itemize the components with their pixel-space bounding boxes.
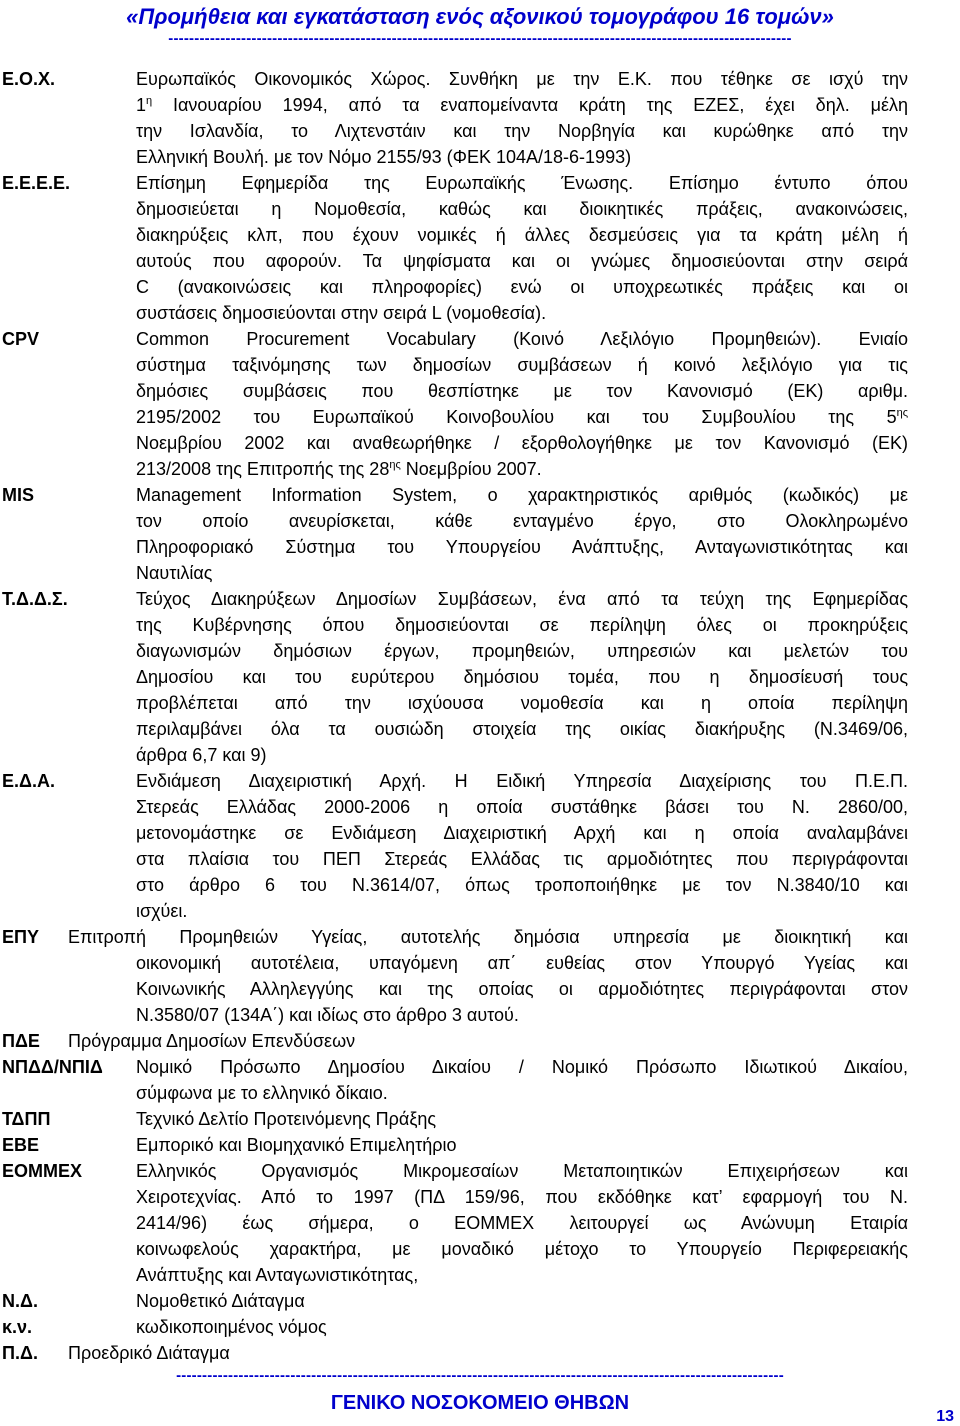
glossary-abbreviation: MIS <box>2 485 35 505</box>
definition-line: αυτούς που αφορούν. Τα ψηφίσματα και οι γνώμες δημοσιεύονται στην σειρά <box>136 251 908 271</box>
definition-line: Ελληνική Βουλή. με τον Νόμο 2155/93 (ΦΕΚ 104Α/18-6-1993) <box>136 147 632 167</box>
glossary-entry <box>0 66 960 170</box>
definition-line: Δημοσίου και του ευρύτερου δημόσιου τομέα, που η δημοσίευσή τους <box>136 667 908 687</box>
glossary-definition <box>136 66 908 170</box>
footer-divider: --------------------------------------------------------------------------------------------------------------------- <box>176 1367 784 1384</box>
definition-line: Στερεάς Ελλάδας 2000-2006 η οποία συστάθηκε βάσει του Ν. 2860/00, <box>136 797 908 817</box>
definition-line: διακηρύξεις κλπ, που έχουν νομικές ή άλλες δεσμεύσεις για τα κράτη μέλη ή <box>136 225 908 245</box>
definition-line: μετονομάστηκε σε Ενδιάμεση Διαχειριστική Αρχή και η οποία αναλαμβάνει <box>136 823 908 843</box>
glossary-definition <box>136 1106 908 1132</box>
glossary-definition <box>136 1288 908 1314</box>
definition-line: Ενδιάμεση Διαχειριστική Αρχή. Η Ειδική Υπηρεσία Διαχείρισης του Π.Ε.Π. <box>136 771 908 791</box>
definition-line: 2195/2002 του Ευρωπαϊκού Κοινοβουλίου και του Συμβουλίου της $5^{\eta\varsigma}$ <box>136 407 908 427</box>
glossary-entry <box>0 482 960 586</box>
glossary-abbreviation: ΕΒΕ <box>2 1135 40 1155</box>
definition-line: κωδικοποιημένος νόμος <box>136 1317 327 1337</box>
definition-line: $1^\eta$ Ιανουαρίου 1994, από τα εναπομείναντα κράτη της ΕΖΕΣ, έχει δηλ. μέλη <box>136 95 908 115</box>
definition-line: 2414/96) έως σήμερα, ο ΕΟΜΜΕΧ λειτουργεί ως Ανώνυμη Εταιρία <box>136 1213 908 1233</box>
glossary-entry <box>0 170 960 326</box>
definition-line: Τεύχος Διακηρύξεων Δημοσίων Συμβάσεων, ένα από τα τεύχη της Εφημερίδας <box>136 589 908 609</box>
glossary-abbreviation: ΤΔΠΠ <box>2 1109 51 1129</box>
definition-line: άρθρα 6,7 και 9) <box>136 745 267 765</box>
definition-line: Ευρωπαϊκός Οικονομικός Χώρος. Συνθήκη με την Ε.Κ. που τέθηκε σε ισχύ την <box>136 69 908 89</box>
footer-hospital-name: ΓΕΝΙΚΟ ΝΟΣΟΚΟΜΕΙΟ ΘΗΒΩΝ <box>330 1392 630 1414</box>
glossary-abbreviation: ΕΟΜΜΕΧ <box>2 1161 83 1181</box>
glossary-definition <box>136 1080 908 1106</box>
definition-line: την Ισλανδία, το Λιχτενστάιν και την Νορβηγία και κυρώθηκε από την <box>136 121 908 141</box>
glossary-abbreviation: Ν.Δ. <box>2 1291 38 1311</box>
glossary-definition <box>136 950 908 1028</box>
glossary-entry <box>0 1314 960 1340</box>
glossary-entry <box>0 924 960 1028</box>
definition-line: προβλέπεται από την ισχύουσα νομοθεσία και η οποία περίληψη <box>136 693 908 713</box>
definition-line: Χειροτεχνίας. Από το 1997 (ΠΔ 159/96, που εκδόθηκε κατ’ εφαρμογή του Ν. <box>136 1187 908 1207</box>
definition-line: οικονομική αυτοτέλεια, υπαγόμενη απ΄ ευθείας στον Υπουργό Υγείας και <box>136 953 908 973</box>
header-divider: ------------------------------------------------------------------------------------------------------------------------ <box>168 30 792 47</box>
definition-line: συστάσεις δημοσιεύονται στην σειρά L (νομοθεσία). <box>136 303 547 323</box>
glossary-definition <box>136 1314 908 1340</box>
definition-line: διαγωνισμών δημόσιων έργων, προμηθειών, υπηρεσιών και μελετών του <box>136 641 908 661</box>
definition-line: Management Information System, ο χαρακτηριστικός αριθμός (κωδικός) με <box>136 485 908 505</box>
definition-line: 213/2008 της Επιτροπής της $28^{\eta\varsigma}$ Νοεμβρίου 2007. <box>136 459 542 479</box>
glossary-abbreviation: CPV <box>2 329 40 349</box>
definition-line: Εμπορικό και Βιομηχανικό Επιμελητήριο <box>136 1135 457 1155</box>
definition-first-line: Επιτροπή Προμηθειών Υγείας, αυτοτελής δημόσια υπηρεσία με διοικητική και <box>68 927 908 947</box>
glossary-definition <box>136 768 908 924</box>
definition-line: δημόσιες συμβάσεις που θεσπίστηκε με τον Κανονισμό (ΕΚ) αριθμ. <box>136 381 908 401</box>
glossary-abbreviation: Ε.Ο.Χ. <box>2 69 56 89</box>
definition-line: δημοσιεύεται η Νομοθεσία, καθώς και διοικητικές πράξεις, ανακοινώσεις, <box>136 199 908 219</box>
glossary-definition <box>136 1158 908 1288</box>
glossary-abbreviation: Π.Δ. <box>2 1343 38 1363</box>
definition-first-line: Νομικό Πρόσωπο Δημοσίου Δικαίου / Νομικό Πρόσωπο Ιδιωτικού Δικαίου, <box>136 1057 908 1077</box>
definition-first-line: Προεδρικό Διάταγμα <box>68 1343 230 1363</box>
glossary-entry <box>0 1288 960 1314</box>
definition-line: Common Procurement Vocabulary (Κοινό Λεξιλόγιο Προμηθειών). Ενιαίο <box>136 329 908 349</box>
glossary-abbreviation: Τ.Δ.Δ.Σ. <box>2 589 68 609</box>
definition-line: στο άρθρο 6 του Ν.3614/07, όπως τροποποιήθηκε με τον Ν.3840/10 και <box>136 875 908 895</box>
definition-line: της Κυβέρνησης όπου δημοσιεύονται σε περίληψη όλες οι προκηρύξεις <box>136 615 908 635</box>
definition-line: Ανάπτυξης και Ανταγωνιστικότητας, <box>136 1265 419 1285</box>
glossary-entry <box>0 1106 960 1132</box>
glossary-entry <box>0 1158 960 1288</box>
glossary-entry <box>0 1340 960 1366</box>
glossary-entry <box>0 768 960 924</box>
definition-line: κοινωφελούς χαρακτήρα, με μοναδικό μέτοχο το Υπουργείο Περιφερειακής <box>136 1239 908 1259</box>
glossary-definition <box>136 586 908 768</box>
abbreviations-list <box>0 66 960 1366</box>
definition-line: ισχύει. <box>136 901 188 921</box>
glossary-entry <box>0 586 960 768</box>
definition-line: τον οποίο ανευρίσκεται, κάθε ενταγμένο έργο, στο Ολοκληρωμένο <box>136 511 908 531</box>
glossary-definition <box>136 1132 908 1158</box>
definition-line: στα πλαίσια του ΠΕΠ Στερεάς Ελλάδας τις αρμοδιότητες που περιγράφονται <box>136 849 908 869</box>
page-number: 13 <box>936 1408 954 1425</box>
definition-line: Πληροφοριακό Σύστημα του Υπουργείου Ανάπτυξης, Ανταγωνιστικότητας και <box>136 537 908 557</box>
definition-line: Κοινωνικής Αλληλεγγύης και της οποίας οι αρμοδιότητες περιγράφονται στον <box>136 979 908 999</box>
definition-line: Επίσημη Εφημερίδα της Ευρωπαϊκής Ένωσης. Επίσημο έντυπο όπου <box>136 173 908 193</box>
definition-line: Ν.3580/07 (134Α΄) και ιδίως στο άρθρο 3 αυτού. <box>136 1005 519 1025</box>
glossary-entry <box>0 1132 960 1158</box>
definition-line: σύμφωνα με το ελληνικό δίκαιο. <box>136 1083 388 1103</box>
glossary-abbreviation: κ.ν. <box>2 1317 33 1337</box>
glossary-definition <box>136 326 908 482</box>
definition-line: Νομοθετικό Διάταγμα <box>136 1291 305 1311</box>
glossary-definition <box>136 170 908 326</box>
definition-line: σύστημα ταξινόμησης των δημοσίων συμβάσεων ή κοινό λεξιλόγιο για τις <box>136 355 908 375</box>
glossary-entry <box>0 326 960 482</box>
definition-line: C (ανακοινώσεις και πληροφορίες) ενώ οι υποχρεωτικές πράξεις και οι <box>136 277 908 297</box>
definition-line: Νοεμβρίου 2002 και αναθεωρήθηκε / εξορθολογήθηκε με τον Κανονισμό (ΕΚ) <box>136 433 908 453</box>
glossary-abbreviation: ΝΠΔΔ/ΝΠΙΔ <box>2 1057 103 1077</box>
glossary-abbreviation: Ε.Ε.Ε.Ε. <box>2 173 71 193</box>
definition-first-line: Πρόγραμμα Δημοσίων Επενδύσεων <box>68 1031 356 1051</box>
glossary-entry <box>0 1028 960 1054</box>
glossary-definition <box>136 482 908 586</box>
document-title: «Προμήθεια και εγκατάσταση ενός αξονικού τομογράφου 16 τομών» <box>126 4 834 29</box>
definition-line: Ναυτιλίας <box>136 563 213 583</box>
definition-line: Τεχνικό Δελτίο Προτεινόμενης Πράξης <box>136 1109 437 1129</box>
glossary-entry <box>0 1054 960 1106</box>
glossary-abbreviation: Ε.Δ.Α. <box>2 771 55 791</box>
definition-line: περιλαμβάνει όλα τα ουσιώδη στοιχεία της οικίας διακήρυξης (Ν.3469/06, <box>136 719 908 739</box>
definition-line: Ελληνικός Οργανισμός Μικρομεσαίων Μεταποιητικών Επιχειρήσεων και <box>136 1161 908 1181</box>
glossary-abbreviation: ΠΔΕ <box>2 1031 40 1051</box>
glossary-abbreviation: ΕΠΥ <box>2 927 40 947</box>
